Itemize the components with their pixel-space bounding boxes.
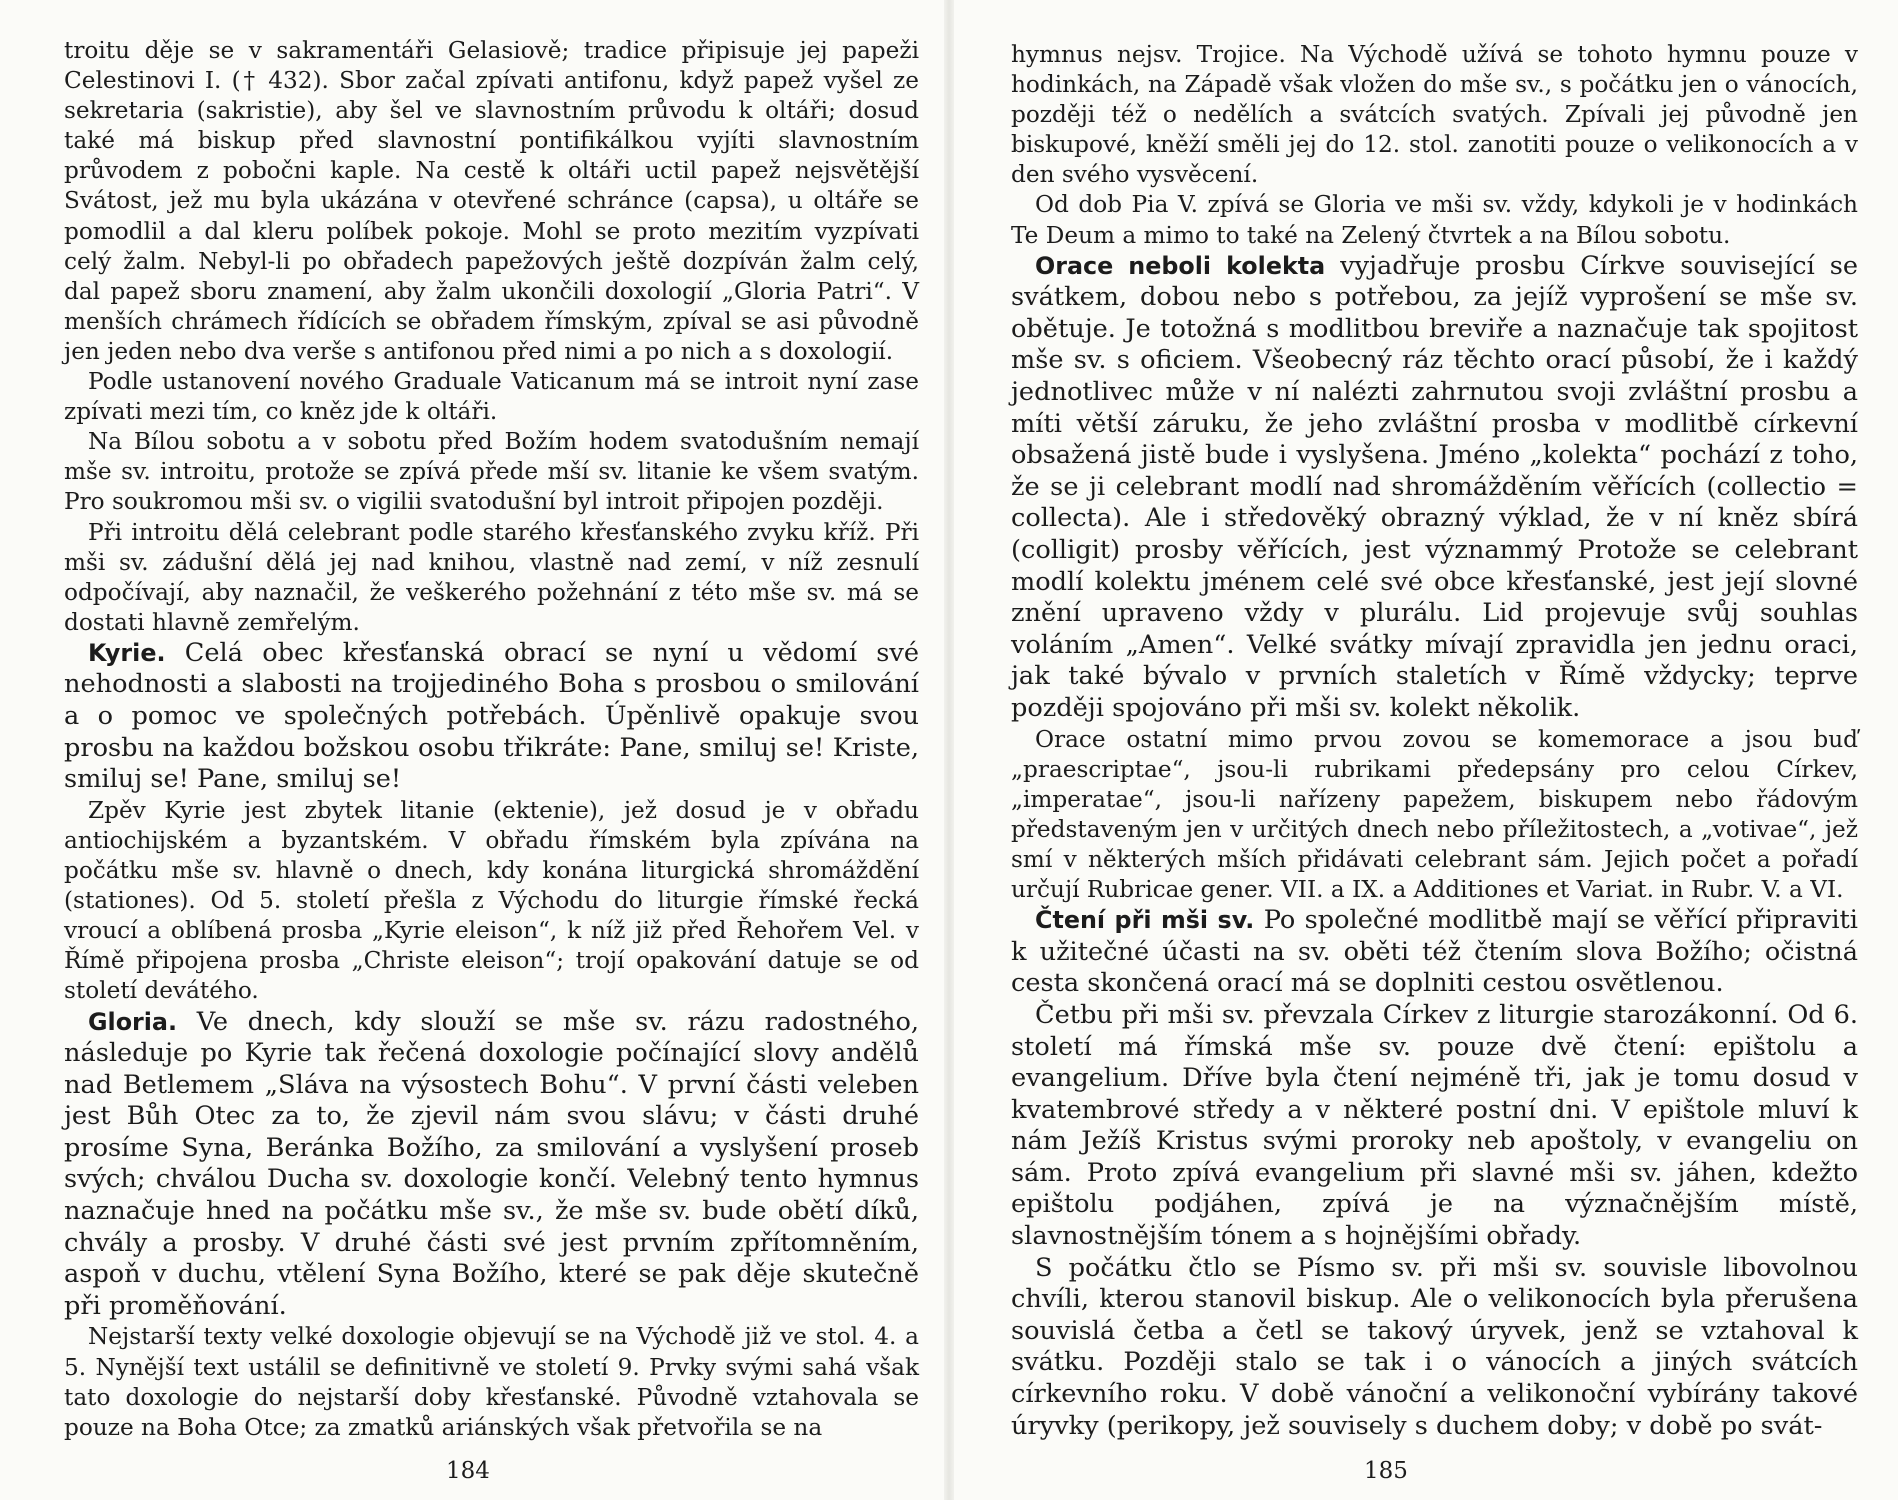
paragraph: hymnus nejsv. Trojice. Na Východě užívá se tohoto hymnu pouze v hodinkách, na Západě však vložen do mše sv., s počátku jen o vánocích, později též o nedělích a svátcích svatých. Zpívali jej původně jen biskupové, kněží směli jej do 12. stol. zanotiti pouze o velikonocích a v den svého vysvěcení. [1011,41,1858,189]
orace-text: vyjadřuje prosbu Církve související se svátkem, dobou nebo s potřebou, za jejíž vyprošení se mše sv. obětuje. Je totožná s modlitbou breviře a naznačuje tak spojitost mše sv. s oficiem. Všeobecný ráz těchto orací působí, že i každý jednotlivec může v ní nalézti zahrnutou svoji zvláštní prosbu a míti větší záruku, že jeho zvláštní prosba v modlitbě církevní obsažená jistě bude i vyslyšena. Jméno „kolekta“ pochází z toho, že se ji celebrant modlí nad shromážděním věřících (collectio = collecta). Ale i středověký obrazný výklad, že v ní kněz sbírá (colligit) prosby věřících, jest význammý Protože se celebrant modlí kolektu jménem celé své obce křesťanské, jest její slovné znění upraveno vždy v plurálu. Lid projevuje svůj souhlas voláním „Amen“. Velké svátky mívají zpravidla jen jednu oraci, jak také bývalo v prvních staletích v Římě vždycky; teprve později spojováno při mši sv. kolekt několik. [1011,250,1858,723]
paragraph: Při introitu dělá celebrant podle starého křesťanského zvyku kříž. Při mši sv. zádušní dělá jej nad knihou, vlastně nad zemí, v níž zesnulí odpočívají, aby naznačil, že veškerého požehnání z této mše sv. má se dostati hlavně zemřelým. [64,518,919,636]
gloria-paragraph [64,1007,919,1323]
orace-paragraph [1011,251,1858,725]
gloria-heading: Gloria. [88,1007,178,1036]
paragraph: Podle ustanovení nového Graduale Vaticanum má se introit nyní zase zpívati mezi tím, co kněz jde k oltáři. [64,368,919,426]
left-page-text [64,36,919,1443]
paragraph: S počátku čtlo se Písmo sv. při mši sv. souvisle libovolnou chvíli, kterou stanovil biskup. Ale o velikonocích byla přerušena souvislá četba a četl se takový úryvek, jenž se vztahoval k svátku. Později stalo se tak i o vánocích a jiných svátcích církevního roku. V době vánoční a velikonoční vybírány takové úryvky (perikopy, jež souvisely s duchem doby; v době po svát- [1011,1252,1858,1441]
paragraph: Orace ostatní mimo prvou zovou se komemorace a jsou buď „praescriptae“, jsou-li rubrikami předepsány pro celou Církev, „imperatae“, jsou-li nařízeny papežem, biskupem nebo řádovým představeným jen v určitých dnech nebo příležitostech, a „votivae“, jež smí v některých mších přidávati celebrant sám. Jejich počet a pořadí určují Rubricae gener. VII. a IX. a Additiones et Variat. in Rubr. V. a VI. [1011,725,1858,904]
paragraph: Zpěv Kyrie jest zbytek litanie (ektenie), jež dosud je v obřadu antiochijském a byzantském. V obřadu římském byla zpívána na počátku mše sv. hlavně o dnech, kdy konána liturgická shromáždění (stationes). Od 5. století přešla z Východu do liturgie římské řecká vroucí a oblíbená prosba „Kyrie eleison“, k níž již před Řehořem Vel. v Římě připojena prosba „Christe eleison“; trojí opakování datuje se od století devátého. [64,796,919,1005]
kyrie-heading: Kyrie. [88,638,166,667]
cteni-text: Po společné modlitbě mají se věřící připraviti k užitečné účasti na sv. oběti též čtením slova Božího; očistná cesta skončená orací má se doplniti cestou osvětlenou. [1011,905,1858,999]
paragraph: Na Bílou sobotu a v sobotu před Božím hodem svatodušním nemají mše sv. introitu, protože se zpívá přede mší sv. litanie ke všem svatým. Pro soukromou mši sv. o vigilii svatodušní byl introit připojen později. [64,428,919,516]
paragraph: Od dob Pia V. zpívá se Gloria ve mši sv. vždy, kdykoli je v hodinkách Te Deum a mimo to také na Zelený čtvrtek a na Bílou sobotu. [1011,191,1858,249]
paragraph: Četbu při mši sv. převzala Církev z liturgie starozákonní. Od 6. století má římská mše sv. pouze dvě čtení: epištolu a evangelium. Dříve byla čtení nejméně tři, jak je tomu dosud v kvatembrové středy a v některé postní dni. V epištole mluví k nám Ježíš Kristus svými proroky neb apoštoly, v evangeliu on sám. Proto zpívá evangelium při slavné mši sv. jáhen, kdežto epištolu podjáhen, zpívá je na význačnějším místě, slavnostnějším tónem a s hojnějšími obřady. [1011,999,1858,1252]
paragraph: troitu děje se v sakramentáři Gelasiově; tradice připisuje jej papeži Celestinovi I. († 432). Sbor začal zpívati antifonu, když papež vyšel ze sekretaria (sakristie), aby šel ve slavnostním průvodu k oltáři; dosud také má biskup před slavnostní pontifikálkou vyjíti slavnostním průvodem z pobočni kaple. Na cestě k oltáři uctil papež nejsvětější Svátost, jež mu byla ukázána v otevřené schránce (capsa), u oltáře se pomodlil a dal kleru políbek pokoje. Mohl se proto mezitím vyzpívati celý žalm. Nebyl-li po obřadech papežových ještě dozpíván žalm celý, dal papež sboru znamení, aby žalm ukončili doxologií „Gloria Patri“. V menších chrámech řídících se obřadem římským, zpíval se asi původně jen jeden nebo dva verše s antifonou před nimi a po nich a s doxologií. [64,37,919,365]
kyrie-paragraph [64,638,919,796]
right-page [949,0,1898,1500]
kyrie-text: Celá obec křesťanská obrací se nyní u vědomí své nehodnosti a slabosti na trojjediného Boha s prosbou o smilování a o pomoc ve společných potřebách. Úpěnlivě opakuje svou prosbu na každou božskou osobu třikráte: Pane, smiluj se! Kriste, smiluj se! Pane, smiluj se! [64,637,919,795]
gloria-text: Ve dnech, kdy slouží se mše sv. rázu radostného, následuje po Kyrie tak řečená doxologie počínající slovy andělů nad Betlemem „Sláva na výsostech Bohu“. V první části veleben jest Bůh Otec za to, že zjevil nám svou slávu; v části druhé prosíme Syna, Beránka Božího, za smilování a vyslyšení proseb svých; chválou Ducha sv. doxologie končí. Velebný tento hymnus naznačuje hned na počátku mše sv., že mše sv. bude obětí díků, chvály a prosby. V druhé části své jest prvním zpřítomněním, aspoň v duchu, vtělení Syna Božího, které se pak děje skutečně při proměňování. [64,1006,919,1321]
right-page-text [1011,40,1858,1442]
paragraph: Nejstarší texty velké doxologie objevují se na Východě již ve stol. 4. a 5. Nynější text ustálil se definitivně ve století 9. Prvky svými sahá však tato doxologie do nejstarší doby křesťanské. Původně vztahovala se pouze na Boha Otce; za zmatků ariánských však přetvořila se na [64,1323,919,1441]
orace-heading: Orace neboli kolekta [1035,251,1326,280]
cteni-heading: Čtení při mši sv. [1035,906,1255,935]
cteni-paragraph [1011,905,1858,1000]
page-number: 185 [1364,1458,1408,1484]
page-number: 184 [446,1458,490,1484]
